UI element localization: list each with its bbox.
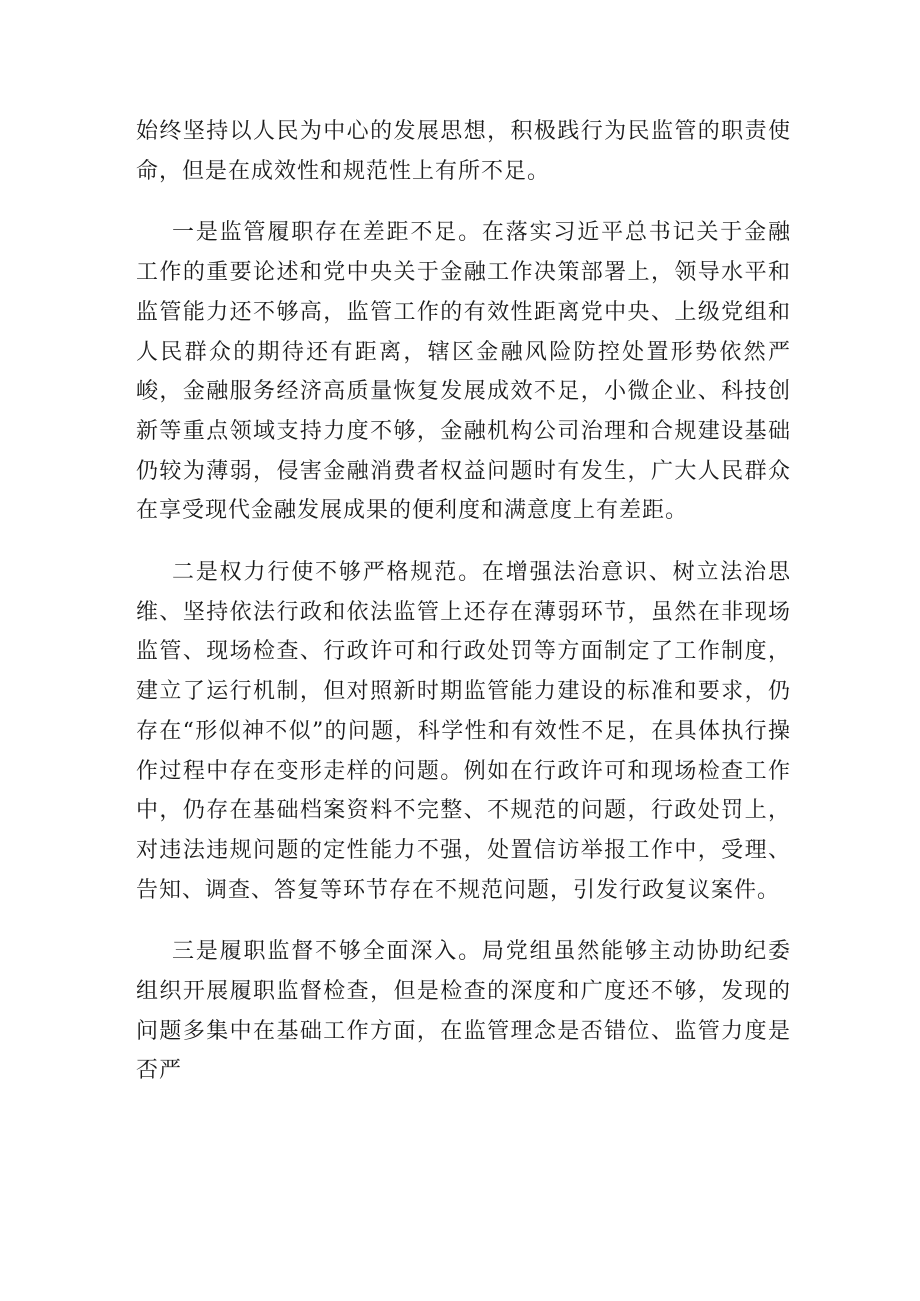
paragraph-power-exercise: 二是权力行使不够严格规范。在增强法治意识、树立法治思维、坚持依法行政和依法监管上还存在薄弱环节，虽然在非现场监管、现场检查、行政许可和行政处罚等方面制定了工作制度，建立了运行机制，但对照新时期监管能力建设的标准和要求，仍存在“形似神不似”的问题，科学性和有效性不足，在具体执行操作过程中存在变形走样的问题。例如在行政许可和现场检查工作中，仍存在基础档案资料不完整、不规范的问题，行政处罚上，对违法违规问题的定性能力不强，处置信访举报工作中，受理、告知、调查、答复等环节存在不规范问题，引发行政复议案件。 bbox=[136, 560, 791, 903]
paragraph-supervision: 三是履职监督不够全面深入。局党组虽然能够主动协助纪委组织开展履职监督检查，但是检查的深度和广度还不够，发现的问题多集中在基础工作方面，在监管理念是否错位、监管力度是否严 bbox=[136, 939, 791, 1084]
paragraph-regulatory-performance: 一是监管履职存在差距不足。在落实习近平总书记关于金融工作的重要论述和党中央关于金融工作决策部署上，领导水平和监管能力还不够高，监管工作的有效性距离党中央、上级党组和人民群众的期待还有距离，辖区金融风险防控处置形势依然严峻，金融服务经济高质量恢复发展成效不足，小微企业、科技创新等重点领域支持力度不够，金融机构公司治理和合规建设基础仍较为薄弱，侵害金融消费者权益问题时有发生，广大人民群众在享受现代金融发展成果的便利度和满意度上有差距。 bbox=[136, 220, 791, 524]
document-body bbox=[136, 112, 791, 1113]
paragraph-continuation: 始终坚持以人民为中心的发展思想，积极践行为民监管的职责使命，但是在成效性和规范性上有所不足。 bbox=[136, 119, 791, 184]
